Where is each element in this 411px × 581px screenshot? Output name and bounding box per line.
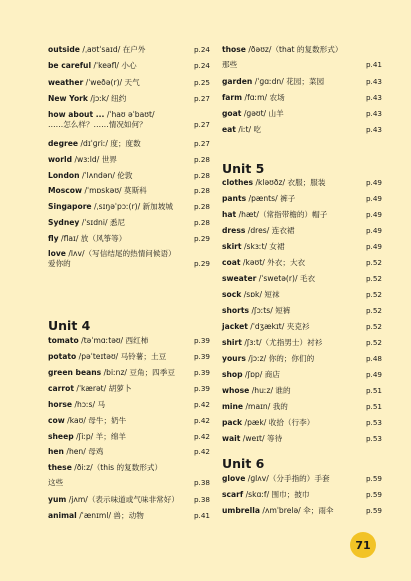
entry-definition: /ðəʊz/（that 的复数形式） (245, 45, 343, 54)
entry-word: those (222, 45, 246, 54)
vocab-entry (222, 258, 382, 268)
vocab-entry (222, 418, 382, 428)
unit-6-heading: Unit 6 (222, 456, 265, 471)
entry-definition-cont: 这些 (48, 478, 64, 487)
vocab-entry (48, 139, 210, 149)
entry-definition: /ˌsɪŋəˈpɔː(r)/ 新加坡城 (91, 202, 173, 211)
entry-word: pants (222, 194, 247, 203)
entry-word: hen (48, 447, 64, 456)
entry-definition: /pæk/ 收拾（行李） (242, 418, 315, 427)
vocab-entry (222, 242, 382, 252)
vocab-entry (222, 306, 382, 316)
entry-page: p.28 (194, 155, 210, 164)
vocab-entry (222, 290, 382, 300)
vocab-entry (48, 495, 210, 505)
entry-page: p.25 (194, 78, 210, 87)
entry-definition: /ˈkeəfl/ 小心 (91, 61, 137, 70)
entry-page: p.28 (194, 171, 210, 180)
entry-page: p.52 (366, 306, 382, 315)
entry-word: yours (222, 354, 246, 363)
entry-word: world (48, 155, 73, 164)
entry-word: New York (48, 94, 88, 103)
entry-word: outside (48, 45, 80, 54)
entry-page: p.49 (366, 194, 382, 203)
entry-definition: /jʌm/（表示味道或气味非常好） (66, 495, 179, 504)
entry-definition: /ˈænɪml/ 兽；动物 (76, 511, 144, 520)
vocab-entry (48, 186, 210, 196)
vocab-entry (48, 155, 210, 165)
entry-word: hat (222, 210, 237, 219)
entry-page: p.52 (366, 274, 382, 283)
entry-page: p.51 (366, 386, 382, 395)
entry-word: jacket (222, 322, 248, 331)
entry-definition: /ˈhaʊ əˈbaʊt/ (104, 110, 155, 119)
entry-word: fly (48, 234, 59, 243)
entry-definition: /ˈɡɑːdn/ 花园；菜园 (252, 77, 325, 86)
entry-page: p.42 (194, 400, 210, 409)
vocab-entry (48, 352, 210, 362)
entry-page: p.52 (366, 322, 382, 331)
entry-definition: /ˈswetə(r)/ 毛衣 (256, 274, 316, 283)
entry-definition: /təˈmɑːtəʊ/ 西红柿 (78, 336, 149, 345)
entry-word: London (48, 171, 80, 180)
unit-5-heading: Unit 5 (222, 161, 265, 176)
vocab-entry (48, 94, 210, 104)
vocab-entry (222, 210, 382, 220)
entry-word: be careful (48, 61, 92, 70)
entry-word: love (48, 249, 66, 258)
entry-page: p.42 (194, 447, 210, 456)
vocab-entry (48, 234, 210, 244)
entry-word: sweater (222, 274, 257, 283)
entry-definition: /ʃɒp/ 商店 (242, 370, 280, 379)
entry-definition: /iːt/ 吃 (235, 125, 262, 134)
entry-page: p.39 (194, 384, 210, 393)
entry-definition: /sɒk/ 短袜 (241, 290, 280, 299)
entry-page: p.49 (366, 210, 382, 219)
entry-page: p.59 (366, 490, 382, 499)
vocab-entry (222, 506, 382, 516)
entry-word: clothes (222, 178, 254, 187)
vocab-entry (48, 336, 210, 346)
entry-word: sheep (48, 432, 74, 441)
vocab-entry (222, 474, 382, 484)
entry-word: these (48, 463, 72, 472)
entry-definition: /dres/ 连衣裙 (245, 226, 295, 235)
entry-definition: /ʃɔːts/ 短裤 (249, 306, 291, 315)
entry-definition: /jɔːk/ 纽约 (87, 94, 127, 103)
entry-page: p.43 (366, 77, 382, 86)
entry-page: p.38 (194, 478, 210, 487)
vocab-entry (222, 226, 382, 236)
vocab-entry (48, 511, 210, 521)
entry-definition: /dɪˈɡriː/ 度；度数 (78, 139, 141, 148)
entry-word: green beans (48, 368, 102, 377)
entry-definition: /ˈmɒskəʊ/ 莫斯科 (82, 186, 147, 195)
entry-page: p.28 (194, 202, 210, 211)
entry-page: p.43 (366, 93, 382, 102)
entry-word: eat (222, 125, 236, 134)
entry-definition: /pəˈteɪtəʊ/ 马铃薯；土豆 (76, 352, 167, 361)
vocab-entry (48, 61, 210, 71)
entry-definition: /fɑːm/ 农场 (242, 93, 285, 102)
entry-page: p.27 (194, 120, 210, 129)
entry-word: coat (222, 258, 241, 267)
entry-definition: /wɜːld/ 世界 (72, 155, 117, 164)
entry-page: p.59 (366, 474, 382, 483)
vocab-entry (48, 218, 210, 228)
entry-definition: /kəʊt/ 外衣；大衣 (240, 258, 306, 267)
entry-page: p.52 (366, 338, 382, 347)
entry-word: pack (222, 418, 243, 427)
entry-definition: /ˈkærət/ 胡萝卜 (73, 384, 132, 393)
entry-definition: /hen/ 母鸡 (63, 447, 104, 456)
entry-definition: /kləʊðz/ 衣服；服装 (253, 178, 326, 187)
entry-definition: /ɡlʌv/（分手指的）手套 (245, 474, 330, 483)
entry-page: p.39 (194, 336, 210, 345)
entry-page: p.29 (194, 259, 210, 268)
vocab-entry (222, 338, 382, 348)
entry-word: wait (222, 434, 241, 443)
entry-page: p.48 (366, 354, 382, 363)
entry-definition: /maɪn/ 我的 (243, 402, 288, 411)
vocab-entry (222, 109, 382, 119)
entry-page: p.39 (194, 368, 210, 377)
entry-page: p.39 (194, 352, 210, 361)
entry-page: p.42 (194, 432, 210, 441)
entry-word: Moscow (48, 186, 83, 195)
vocab-entry (222, 386, 382, 396)
entry-page: p.38 (194, 495, 210, 504)
vocab-entry (222, 490, 382, 500)
entry-page: p.24 (194, 61, 210, 70)
entry-word: Singapore (48, 202, 92, 211)
entry-definition-cont: ……怎么样？……情况如何？ (48, 120, 147, 129)
vocab-entry (222, 45, 382, 70)
vocab-entry (222, 125, 382, 135)
vocab-entry (48, 171, 210, 181)
entry-word: tomato (48, 336, 79, 345)
entry-definition: /ʌmˈbrelə/ 伞；雨伞 (259, 506, 334, 515)
entry-definition: /kaʊ/ 母牛；奶牛 (64, 416, 127, 425)
entry-word: horse (48, 400, 73, 409)
entry-definition-cont: 那些 (222, 60, 238, 69)
entry-word: umbrella (222, 506, 260, 515)
entry-word: degree (48, 139, 79, 148)
vocab-entry (222, 194, 382, 204)
entry-word: shirt (222, 338, 242, 347)
vocab-entry (48, 368, 210, 378)
vocab-entry (48, 384, 210, 394)
entry-word: mine (222, 402, 244, 411)
entry-page: p.41 (194, 511, 210, 520)
entry-definition: /flaɪ/ 放（风筝等） (58, 234, 127, 243)
entry-definition: /lʌv/（写信结尾的热情问候语） (65, 249, 176, 258)
entry-word: how about ... (48, 110, 105, 119)
entry-word: weather (48, 78, 84, 87)
entry-word: glove (222, 474, 246, 483)
entry-page: p.51 (366, 402, 382, 411)
entry-word: goat (222, 109, 242, 118)
entry-definition: /skɑːf/ 围巾；披巾 (243, 490, 310, 499)
vocab-entry (222, 370, 382, 380)
vocab-entry (48, 110, 210, 130)
entry-definition: /weɪt/ 等待 (240, 434, 283, 443)
entry-word: yum (48, 495, 67, 504)
vocab-entry (48, 249, 210, 269)
entry-word: shorts (222, 306, 250, 315)
entry-definition: /skɜːt/ 女裙 (241, 242, 285, 251)
entry-definition: /ˈlʌndən/ 伦敦 (79, 171, 133, 180)
entry-definition: /ʃɜːt/（尤指男士）衬衫 (241, 338, 323, 347)
vocab-entry (222, 274, 382, 284)
entry-page: p.43 (366, 125, 382, 134)
entry-definition: /hæt/（常指带檐的）帽子 (236, 210, 328, 219)
entry-page: p.42 (194, 416, 210, 425)
entry-page: p.27 (194, 139, 210, 148)
entry-definition: /ˈdʒækɪt/ 夹克衫 (247, 322, 310, 331)
entry-word: cow (48, 416, 65, 425)
entry-page: p.41 (366, 60, 382, 69)
vocab-entry (222, 434, 382, 444)
vocab-entry (222, 93, 382, 103)
entry-definition-cont: 爱你的 (48, 259, 71, 268)
entry-page: p.29 (194, 234, 210, 243)
entry-page: p.49 (366, 226, 382, 235)
vocab-entry (222, 354, 382, 364)
entry-page: p.49 (366, 178, 382, 187)
entry-page: p.49 (366, 242, 382, 251)
vocab-entry (48, 202, 210, 212)
vocab-entry (222, 402, 382, 412)
vocab-entry (48, 400, 210, 410)
entry-word: whose (222, 386, 250, 395)
entry-definition: /ɡəʊt/ 山羊 (241, 109, 284, 118)
entry-definition: /ˌaʊtˈsaɪd/ 在户外 (79, 45, 146, 54)
entry-page: p.52 (366, 258, 382, 267)
entry-definition: /pænts/ 裤子 (246, 194, 296, 203)
entry-page: p.43 (366, 109, 382, 118)
unit-4-heading: Unit 4 (48, 318, 91, 333)
entry-page: p.27 (194, 94, 210, 103)
entry-definition: /jɔːz/ 你的；你们的 (245, 354, 315, 363)
entry-word: potato (48, 352, 77, 361)
entry-definition: /ðiːz/（this 的复数形式） (71, 463, 163, 472)
vocab-entry (222, 322, 382, 332)
entry-word: skirt (222, 242, 242, 251)
entry-page: p.59 (366, 506, 382, 515)
entry-definition: /ˈweðə(r)/ 天气 (83, 78, 140, 87)
entry-page: p.28 (194, 218, 210, 227)
entry-word: Sydney (48, 218, 80, 227)
entry-page: p.52 (366, 290, 382, 299)
entry-page: p.24 (194, 45, 210, 54)
entry-definition: /huːz/ 谁的 (249, 386, 291, 395)
vocab-entry (48, 447, 210, 457)
entry-definition: /ʃiːp/ 羊；绵羊 (73, 432, 127, 441)
vocab-entry (48, 45, 210, 55)
entry-definition: /biːnz/ 豆角；四季豆 (101, 368, 175, 377)
entry-word: carrot (48, 384, 74, 393)
entry-definition: /hɔːs/ 马 (72, 400, 106, 409)
vocab-entry (222, 178, 382, 188)
page-number-badge: 71 (350, 532, 376, 558)
entry-word: shop (222, 370, 243, 379)
entry-page: p.53 (366, 418, 382, 427)
entry-word: farm (222, 93, 243, 102)
vocab-entry (222, 77, 382, 87)
entry-page: p.28 (194, 186, 210, 195)
vocab-entry (48, 463, 210, 488)
entry-word: animal (48, 511, 77, 520)
entry-page: p.49 (366, 370, 382, 379)
entry-word: scarf (222, 490, 244, 499)
vocab-entry (48, 432, 210, 442)
entry-word: garden (222, 77, 253, 86)
entry-word: sock (222, 290, 242, 299)
vocab-entry (48, 78, 210, 88)
entry-page: p.53 (366, 434, 382, 443)
entry-definition: /ˈsɪdni/ 悉尼 (79, 218, 126, 227)
entry-word: dress (222, 226, 246, 235)
vocab-entry (48, 416, 210, 426)
